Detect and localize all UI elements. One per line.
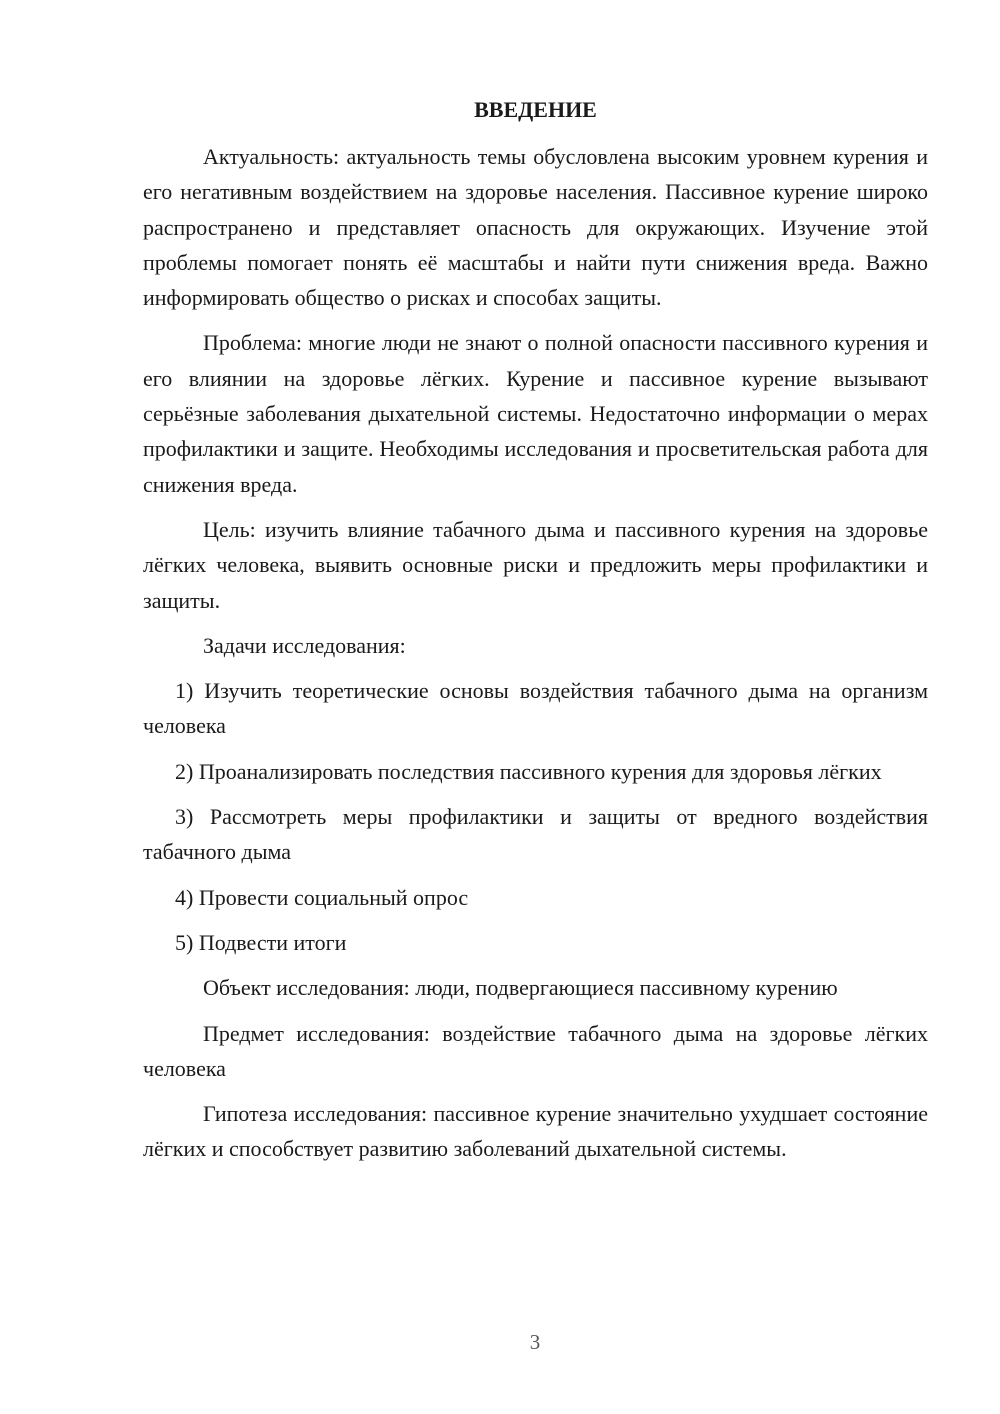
task-item-4: 4) Провести социальный опрос	[175, 884, 469, 910]
paragraph-relevance: Актуальность: актуальность темы обусловлена высоким уровнем курения и его негативным воздействием на здоровье населения. Пассивное курение широко распространено и представляет опасность для окружающих. Изучение этой проблемы помогает понять её масштабы и найти пути снижения вреда. Важно информировать общество о рисках и способах защиты.	[143, 144, 928, 311]
page-content	[143, 92, 928, 1177]
paragraph-subject: Предмет исследования: воздействие табачного дыма на здоровье лёгких человека	[143, 1020, 928, 1081]
task-item-3: 3) Рассмотреть меры профилактики и защиты от вредного воздействия табачного дыма	[143, 804, 928, 865]
paragraph-goal: Цель: изучить влияние табачного дыма и пассивного курения на здоровье лёгких человека, выявить основные риски и предложить меры профилактики и защиты.	[143, 516, 928, 613]
paragraph-problem: Проблема: многие люди не знают о полной опасности пассивного курения и его влиянии на здоровье лёгких. Курение и пассивное курение вызывают серьёзные заболевания дыхательной системы. Недостаточно информации о мерах профилактики и защите. Необходимы исследования и просветительская работа для снижения вреда.	[143, 330, 928, 497]
page-title: ВВЕДЕНИЕ	[474, 97, 597, 122]
task-item-2: 2) Проанализировать последствия пассивного курения для здоровья лёгких	[175, 758, 882, 784]
paragraph-tasks-heading: Задачи исследования:	[203, 632, 406, 658]
page-number: 3	[529, 1330, 541, 1354]
task-item-5: 5) Подвести итоги	[175, 929, 347, 955]
paragraph-object: Объект исследования: люди, подвергающиеся пассивному курению	[203, 975, 838, 1001]
paragraph-hypothesis: Гипотеза исследования: пассивное курение значительно ухудшает состояние лёгких и способствует развитию заболеваний дыхательной системы.	[143, 1101, 928, 1162]
task-item-1: 1) Изучить теоретические основы воздействия табачного дыма на организм человека	[143, 678, 928, 739]
